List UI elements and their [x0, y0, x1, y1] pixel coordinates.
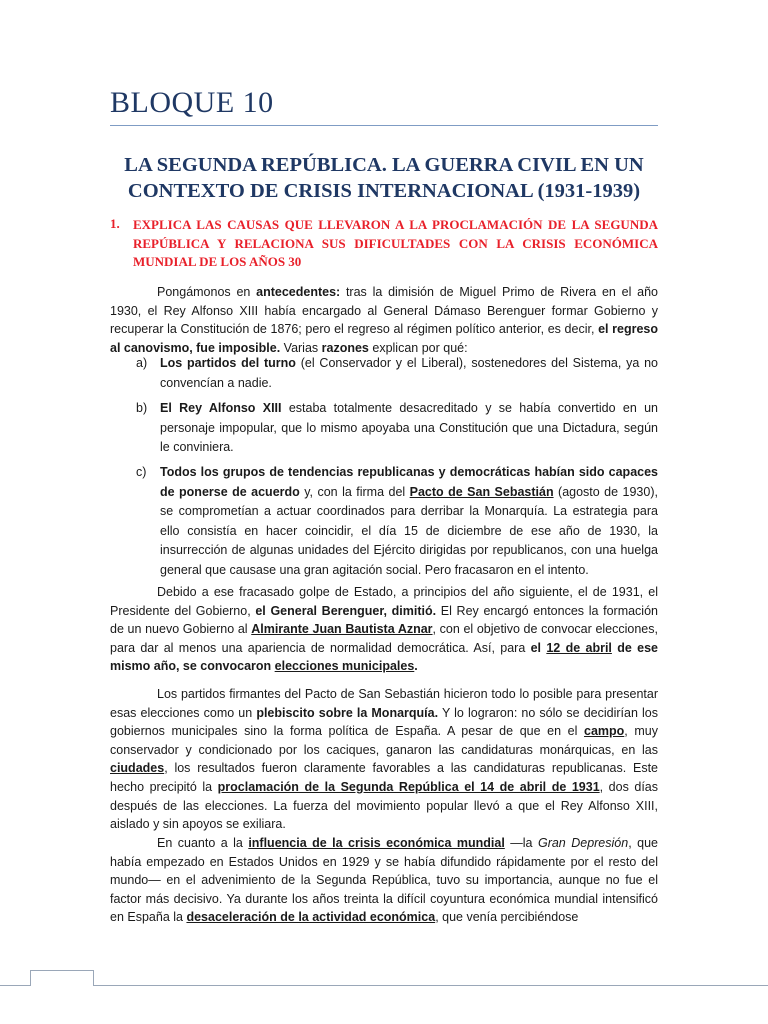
italic-run: Gran Depresión	[537, 836, 629, 850]
list-item-b	[160, 399, 658, 458]
question-number: 1.	[110, 216, 120, 231]
text-run: y, con la firma del	[299, 484, 410, 499]
bold-run: .	[414, 659, 418, 674]
text-run: (agosto de 1930), se comprometían a actuar coordinados para derribar la Monarquía. La estrategia para ello consistía en hacer coincidir, el día 15 de diciembre de ese año de 1930, la insurrección de algunas unidades del Ejército dirigidas por republicanos, con una huelga general que causase una gran agitación social. Pero fracasaron en el intento.	[160, 484, 658, 577]
text-run: Varias	[280, 340, 322, 355]
list-marker-c: c)	[136, 465, 147, 479]
paragraph-elecciones	[110, 685, 658, 834]
footer-rule	[0, 985, 768, 986]
paragraph-berenguer	[110, 583, 658, 676]
bold-run: antecedentes:	[256, 285, 341, 299]
paragraph-crisis	[110, 834, 658, 927]
heading-rule	[110, 125, 658, 126]
chapter-title: LA SEGUNDA REPÚBLICA. LA GUERRA CIVIL EN UN CONTEXTO DE CRISIS INTERNACIONAL (1931-1939)	[124, 154, 644, 202]
bold-run: Los partidos del turno	[160, 356, 296, 370]
text-run: En cuanto a la	[157, 836, 249, 850]
text-run: Debido a ese fracasado golpe de Estado, a principios del año siguiente, el de 1931, el Presidente del Gobierno,	[110, 585, 658, 618]
underlined-run: Pacto de San Sebastián	[409, 484, 554, 499]
bold-run: plebiscito sobre la Monarquía.	[256, 705, 439, 720]
list-marker-a: a)	[136, 356, 148, 370]
underlined-run: elecciones municipales	[274, 659, 415, 674]
underlined-run: Almirante Juan Bautista Aznar	[251, 622, 433, 637]
list-marker-b: b)	[136, 401, 148, 415]
text-run: , que venía percibiéndose	[435, 910, 579, 925]
text-run: , muy conservador y condicionado por los caciques, ganaron las candidaturas monárquicas, en las	[110, 724, 658, 757]
text-run: Los partidos firmantes del Pacto de San Sebastián hicieron todo lo posible para presentar esas elecciones como un	[110, 687, 658, 720]
list-item-c	[160, 463, 658, 581]
bloque-heading: BLOQUE 10	[110, 86, 274, 119]
text-run: , que había empezado en Estados Unidos en 1929 y se había difundido rápidamente por el resto del mundo— en el advenimiento de la Segunda República, tuvo su importancia, aunque no fue el factor más decisivo. Ya durante los años treinta la difícil coyuntura económica mundial intensificó en España la	[110, 836, 658, 925]
bold-run: razones	[321, 340, 369, 355]
list-item-a	[160, 354, 658, 393]
bold-run: el	[530, 640, 547, 655]
text-run: estaba totalmente desacreditado y se había convertido en un personaje impopular, que lo mismo apoyaba una Constitución que una Dictadura, según le conviniera.	[160, 401, 658, 455]
bold-run: de ese mismo año, se convocaron	[110, 640, 658, 674]
bold-run: el General Berenguer, dimitió.	[255, 603, 437, 618]
text-run: (el Conservador y el Liberal), sostenedores del Sistema, ya no convencían a nadie.	[160, 356, 658, 390]
underlined-run: desaceleración de la actividad económica	[186, 910, 436, 925]
paragraph-antecedentes	[110, 283, 658, 357]
underlined-run: influencia de la crisis económica mundial	[248, 836, 505, 850]
text-run: —la	[504, 836, 538, 850]
text-run: tras la dimisión de Miguel Primo de Rivera en el año 1930, el Rey Alfonso XIII había encargado al General Dámaso Berenguer formar Gobierno y recuperar la Constitución de 1876; pero el regreso al régimen político anterior, es decir,	[110, 285, 659, 337]
text-run: Y lo lograron: no sólo se decidirían los gobiernos municipales sino la forma política de España. A pesar de que en el	[110, 705, 658, 739]
text-run: , los resultados fueron claramente favorables a las candidaturas republicanas. Este hecho precipitó la	[110, 761, 658, 794]
bold-run: Todos los grupos de tendencias republicanas y democráticas habían sido capaces de ponerse de acuerdo	[160, 465, 658, 499]
text-run: explican por qué:	[368, 340, 468, 355]
text-run: El Rey encargó entonces la formación de un nuevo Gobierno al	[110, 603, 658, 637]
underlined-run: ciudades	[110, 761, 165, 776]
underlined-run: proclamación de la Segunda República el 14 de abril de 1931	[217, 779, 600, 794]
bold-run: El Rey Alfonso XIII	[160, 401, 282, 415]
footer-page-tab	[30, 970, 94, 986]
text-run: , dos días después de las elecciones. La fuerza del movimiento popular llevó a que el Rey Alfonso XIII, aislado y sin apoyos se exiliara.	[110, 779, 659, 832]
text-run: , con el objetivo de convocar elecciones, para dar al menos una apariencia de normalidad democrática. Así, para	[110, 622, 658, 655]
underlined-run: campo	[584, 724, 625, 739]
question-text: EXPLICA LAS CAUSAS QUE LLEVARON A LA PROCLAMACIÓN DE LA SEGUNDA REPÚBLICA Y RELACIONA SUS DIFICULTADES CON LA CRISIS ECONÓMICA MUNDIAL DE LOS AÑOS 30	[133, 217, 658, 269]
text-run: Pongámonos en	[157, 285, 257, 299]
bold-run: el regreso al canovismo, fue imposible.	[110, 322, 659, 355]
underlined-run: 12 de abril	[546, 640, 612, 655]
